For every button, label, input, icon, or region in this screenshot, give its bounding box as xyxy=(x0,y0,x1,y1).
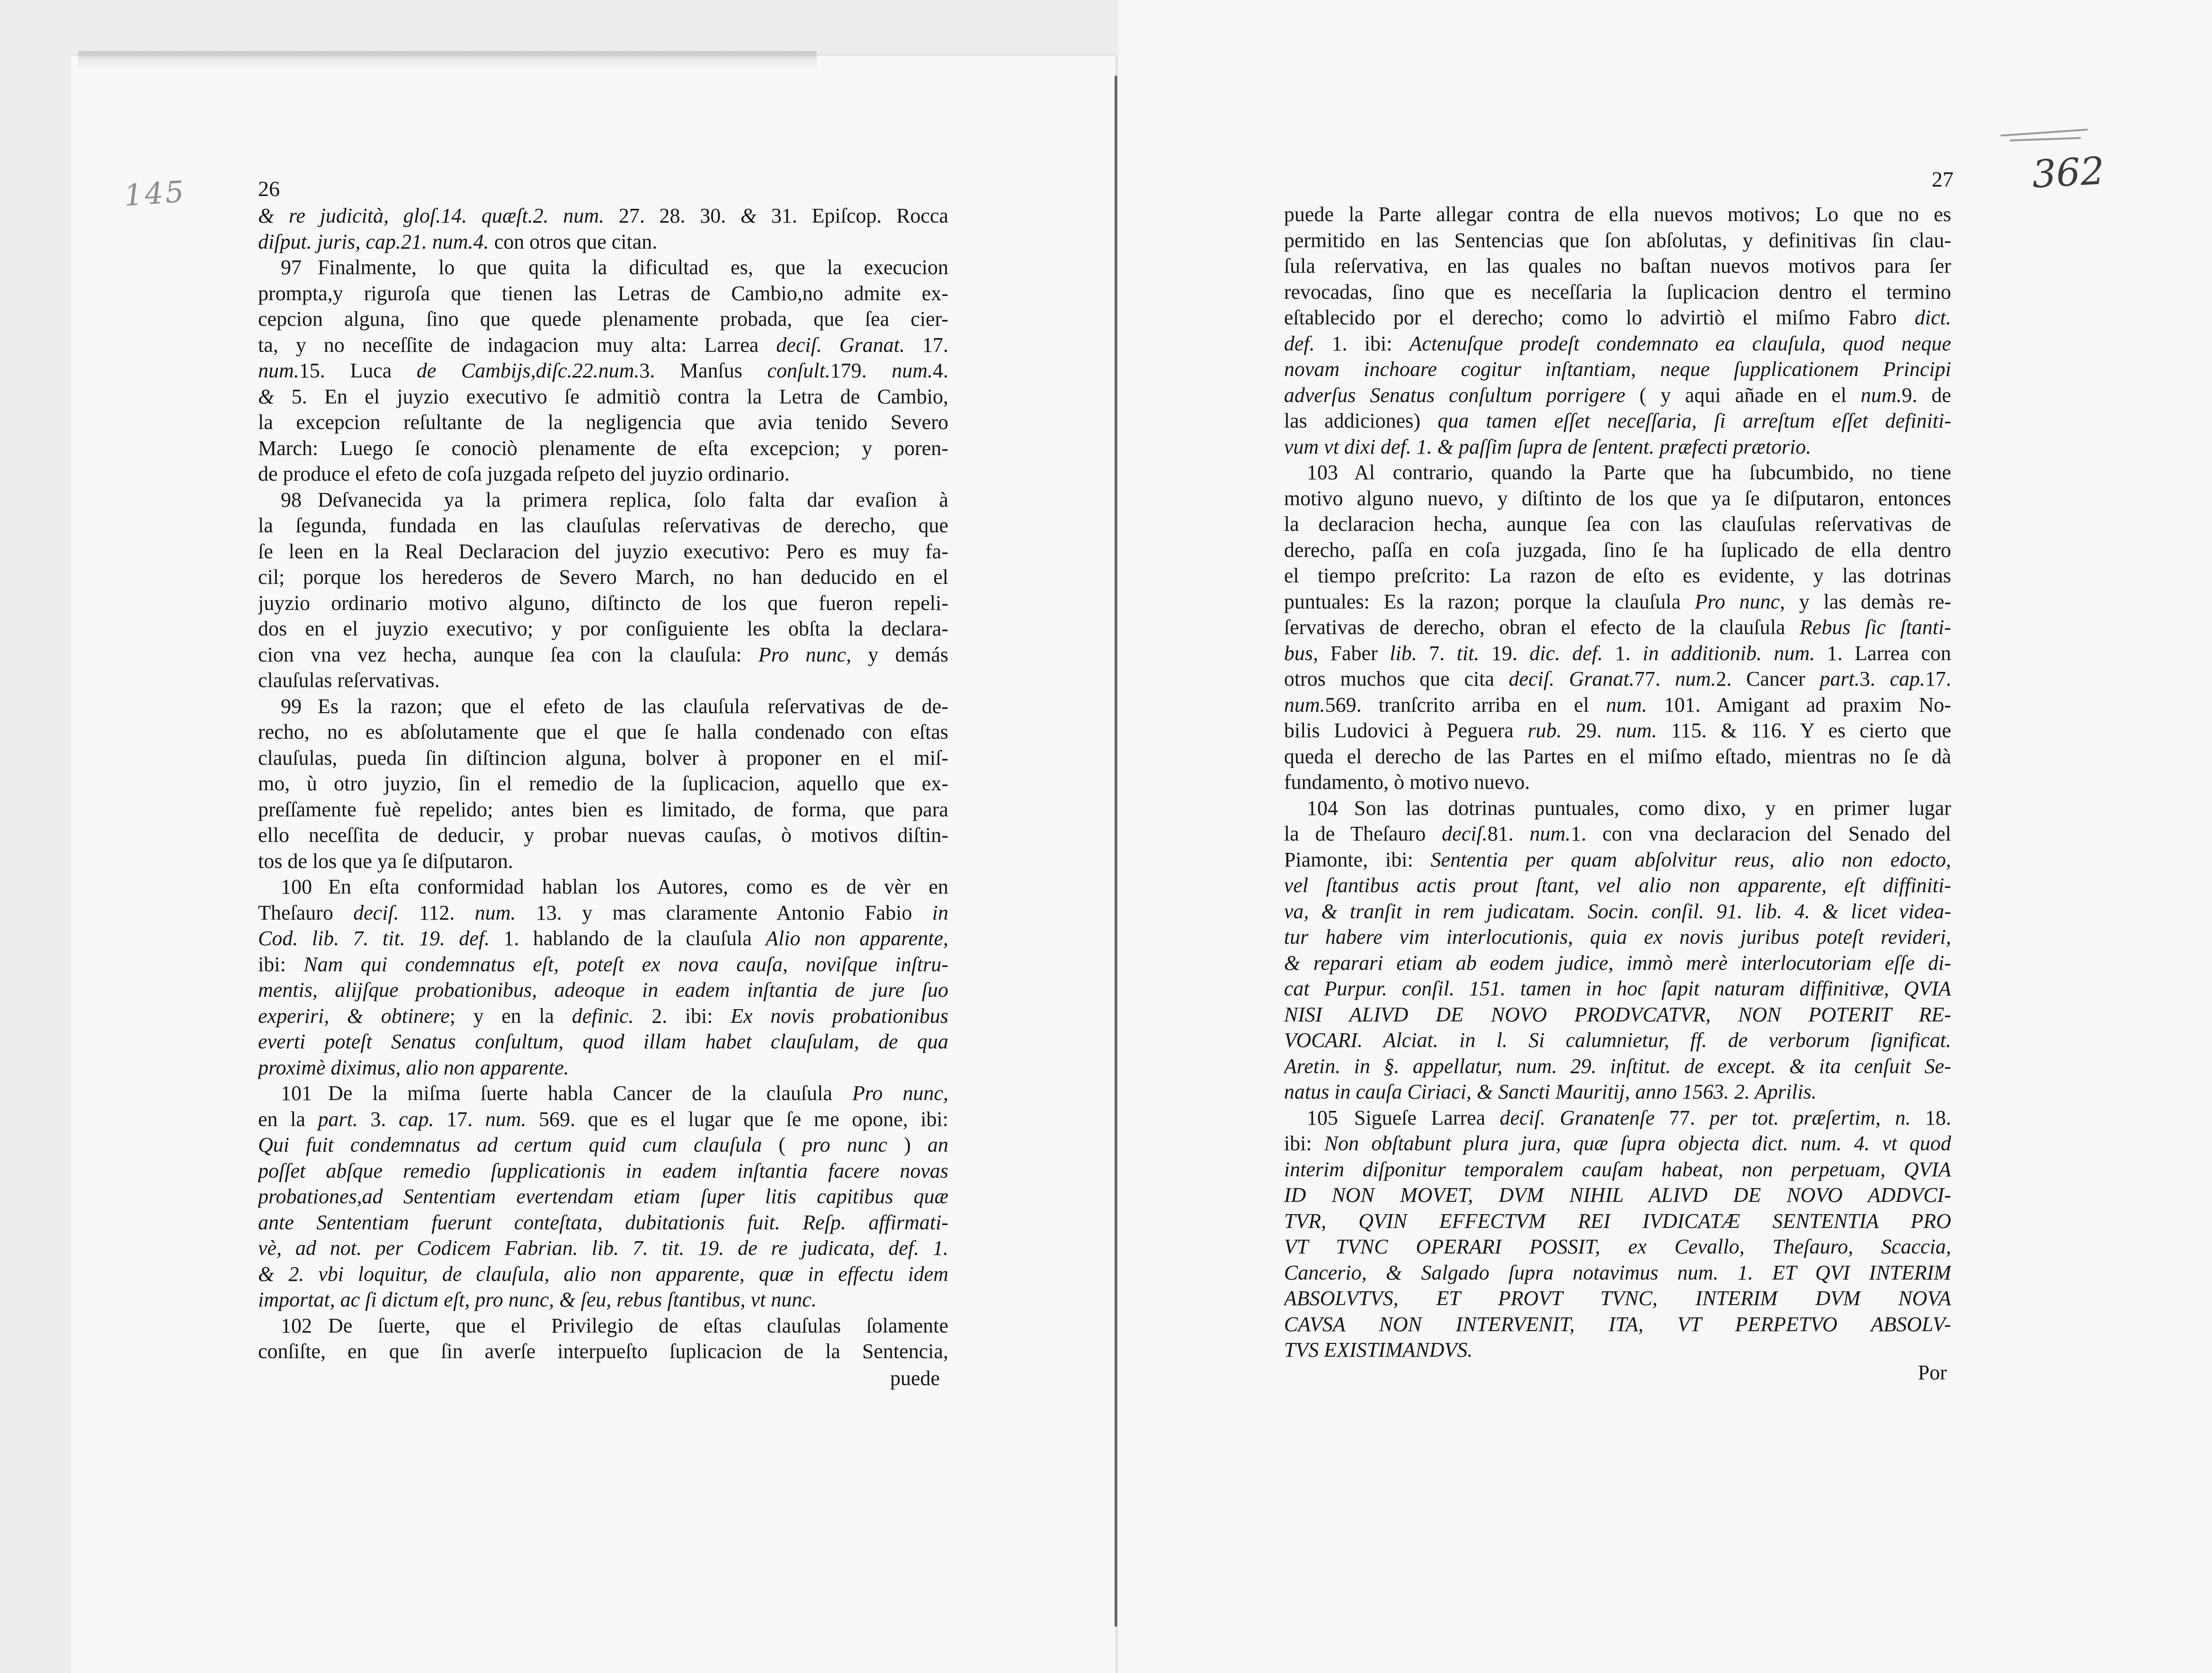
text-line xyxy=(258,668,948,694)
text-line xyxy=(1284,899,1951,925)
text-line xyxy=(1284,305,1951,331)
italic-text-run: num. xyxy=(485,1107,526,1131)
paragraph-first-line xyxy=(258,1313,948,1339)
italic-text-run: part. xyxy=(1820,667,1860,690)
italic-text-run: Ex novis probationibus xyxy=(731,1004,948,1028)
text-line xyxy=(1284,873,1951,899)
paragraph-number: 105 xyxy=(1307,1106,1338,1129)
text-line xyxy=(258,771,948,797)
text-line xyxy=(1284,202,1951,228)
text-run: 77. xyxy=(1634,667,1675,690)
text-run: De ſuerte, que el Privilegio de eſtas clauſulas ſolamente xyxy=(328,1314,948,1337)
italic-text-run: mentis, alijſque probationibus, adeoque in eadem inſtantia de jure ſuo xyxy=(258,978,948,1002)
text-run: de produce el efeto de coſa juzgada reſpeto del juyzio ordinario. xyxy=(258,462,790,485)
text-line xyxy=(1284,1208,1951,1235)
text-line xyxy=(258,384,948,410)
text-line xyxy=(1284,228,1951,254)
text-run: en la xyxy=(258,1107,318,1131)
italic-text-run: Rebus ſic ſtanti- xyxy=(1799,616,1951,639)
text-run: juyzio ordinario motivo alguno, diſtincto de los que fueron repeli- xyxy=(258,591,948,615)
text-run: 17. xyxy=(1925,667,1951,690)
text-run: ( y aqui añade en el xyxy=(1625,383,1861,407)
text-run: 27. 28. 30. xyxy=(604,204,740,227)
text-line xyxy=(1284,1286,1951,1312)
text-run: 81. xyxy=(1487,822,1530,845)
text-run: Deſvanecida ya la primera replica, ſolo falta dar evaſion à xyxy=(318,488,948,511)
text-line xyxy=(1284,434,1951,460)
paragraph-number: 97 xyxy=(281,256,302,279)
italic-text-run: ante Sententiam fuerunt conteſtata, dubitationis fuit. Reſp. affirmati- xyxy=(258,1210,948,1234)
text-run: , y las demàs re- xyxy=(1780,590,1951,613)
text-run: ) xyxy=(887,1133,928,1156)
left-page-text xyxy=(258,203,948,1365)
text-run: fundamento, ò motivo nuevo. xyxy=(1284,770,1530,794)
italic-text-run: vè, ad not. per Codicem Fabrian. lib. 7. tit. 19. de re judicata, def. 1. xyxy=(258,1236,948,1260)
text-line xyxy=(258,977,948,1003)
italic-text-run: in additionib. num. xyxy=(1642,641,1815,665)
text-run: ſervativas de derecho, obran el efecto de la clauſula xyxy=(1284,616,1800,639)
italic-text-run: qua tamen eſſet neceſſaria, ſi arreſtum eſſet definiti- xyxy=(1437,409,1951,432)
italic-text-run: Qui fuit condemnatus ad certum quid cum clauſula xyxy=(258,1133,762,1156)
text-line xyxy=(1284,847,1951,873)
text-line xyxy=(1284,692,1951,718)
text-line xyxy=(1284,666,1951,692)
paragraph-number: 98 xyxy=(281,488,302,511)
text-run: cil; porque los herederos de Severo March, no han deducido en el xyxy=(258,565,948,589)
italic-text-run: pro nunc xyxy=(802,1133,888,1156)
italic-text-run: Aretin. in §. appellatur, num. 29. inſtitut. de except. & ita cenſuit Se- xyxy=(1284,1054,1951,1078)
catchword-right: Por xyxy=(1918,1361,1947,1384)
paragraph-number: 102 xyxy=(281,1314,312,1337)
text-run: 9. de xyxy=(1901,383,1951,407)
page-number-left: 26 xyxy=(258,177,280,201)
paragraph-first-line xyxy=(258,1081,948,1107)
text-line xyxy=(1284,950,1951,976)
text-run: 17. xyxy=(904,333,948,357)
text-run: eſtablecido por el derecho; como lo advirtiò el miſmo Fabro xyxy=(1284,306,1915,329)
italic-text-run: def. xyxy=(1284,331,1315,355)
text-run: Faber xyxy=(1318,641,1390,665)
text-run: De la miſma ſuerte habla Cancer de la clauſula xyxy=(328,1082,852,1105)
text-run: clauſulas reſervativas. xyxy=(258,669,440,692)
paragraph-first-line xyxy=(1284,796,1951,822)
italic-text-run: cat Purpur. conſil. 151. tamen in hoc ſapit naturam diffinitivæ, QVIA xyxy=(1284,977,1951,1000)
text-line xyxy=(1284,615,1951,641)
text-line xyxy=(258,952,948,978)
text-run: 179. xyxy=(830,359,892,382)
paragraph-number: 100 xyxy=(281,875,312,898)
text-run: puede la Parte allegar contra de ella nuevos motivos; Lo que no es xyxy=(1284,203,1951,226)
text-line xyxy=(258,900,948,926)
italic-text-run: cap. xyxy=(1890,667,1926,690)
text-line xyxy=(258,1184,948,1210)
italic-text-run: ID NON MOVET, DVM NIHIL ALIVD DE NOVO ADDVCI- xyxy=(1284,1183,1951,1207)
text-run: otros muchos que cita xyxy=(1284,667,1509,690)
paragraph-number: 103 xyxy=(1307,461,1338,484)
text-run: mo, ù otro juyzio, ſin el remedio de la ſuplicacion, aquello que ex- xyxy=(258,772,948,795)
text-line xyxy=(1284,589,1951,615)
italic-text-run: num. xyxy=(474,901,516,924)
text-line xyxy=(1284,1131,1951,1157)
italic-text-run: & xyxy=(258,385,275,408)
text-line xyxy=(258,719,948,745)
italic-text-run: Nam qui condemnatus eſt, poteſt ex nova cauſa, noviſque inſtru- xyxy=(303,952,948,976)
text-line xyxy=(1284,253,1951,279)
italic-text-run: deciſ. Granat. xyxy=(776,333,905,357)
italic-text-run: num. xyxy=(1529,822,1571,845)
text-line xyxy=(258,203,948,229)
text-line xyxy=(1284,1079,1951,1105)
italic-text-run: poſſet abſque remedio ſupplicationis in eadem inſtantia facere novas xyxy=(258,1159,948,1182)
text-run: preſſamente fuè repelido; antes bien es limitado, de forma, que para xyxy=(258,797,948,821)
text-line xyxy=(258,410,948,436)
italic-text-run: ABSOLVTVS, ET PROVT TVNC, INTERIM DVM NOVA xyxy=(1284,1287,1951,1310)
text-line xyxy=(258,1055,948,1081)
text-run: 77. xyxy=(1654,1106,1710,1129)
text-run: March: Luego ſe conociò plenamente de eſta excepcion; y poren- xyxy=(258,436,948,460)
text-line xyxy=(1284,641,1951,667)
text-run: con otros que citan. xyxy=(489,230,658,253)
text-line xyxy=(258,513,948,539)
text-line xyxy=(258,849,948,875)
text-line xyxy=(1284,1028,1951,1054)
italic-text-run: tur habere vim interlocutionis, quia ex novis juribus poteſt revideri, xyxy=(1284,925,1951,948)
italic-text-run: vum vt dixi def. 1. & paſſim ſupra de ſentent. præfecti prætorio. xyxy=(1284,435,1811,458)
text-line xyxy=(258,797,948,823)
italic-text-run: Sententia per quam abſolvitur reus, alio non edocto, xyxy=(1430,848,1951,871)
text-run: 569. que es el lugar que ſe me opone, ibi: xyxy=(526,1107,948,1131)
italic-text-run: VT TVNC OPERARI POSSIT, ex Cevallo, Theſauro, Scaccia, xyxy=(1284,1235,1951,1258)
text-line xyxy=(258,1029,948,1055)
text-run: el tiempo preſcrito: La razon de eſto es evidente, y las dotrinas xyxy=(1284,564,1951,587)
text-line xyxy=(258,539,948,565)
text-run: conſiſte, en que ſin averſe interpueſto ſuplicacion de la Sentencia, xyxy=(258,1340,948,1363)
text-line xyxy=(258,1107,948,1133)
text-run: ſula reſervativa, en las quales no baſtan nuevos motivos para ſer xyxy=(1284,254,1951,277)
text-run: revocadas, ſino que es neceſſaria la ſuplicacion dentro el termino xyxy=(1284,280,1951,304)
italic-text-run: adverſus Senatus conſultum porrigere xyxy=(1284,383,1625,407)
italic-text-run: probationes,ad Sententiam evertendam etiam ſuper litis capitibus quæ xyxy=(258,1185,948,1208)
text-line xyxy=(1284,1157,1951,1183)
text-line xyxy=(1284,769,1951,796)
text-run: 5. En el juyzio executivo ſe admitiò contra la Letra de Cambio, xyxy=(274,385,948,408)
text-line xyxy=(258,745,948,771)
italic-text-run: num. xyxy=(1615,719,1657,742)
text-line xyxy=(258,281,948,307)
text-line xyxy=(1284,1182,1951,1208)
text-line xyxy=(1284,1312,1951,1338)
text-line xyxy=(258,564,948,590)
italic-text-run: tit. xyxy=(1456,641,1480,665)
italic-text-run: num. xyxy=(1284,693,1325,716)
text-line xyxy=(1284,486,1951,512)
text-run: 7. xyxy=(1417,641,1457,665)
text-run: Son las dotrinas puntuales, como dixo, y en primer lugar xyxy=(1354,796,1951,820)
text-run: 3. xyxy=(1859,667,1890,690)
text-run: recho, no es abſolutamente que el que ſe halla condenado con eſtas xyxy=(258,720,948,743)
text-line xyxy=(258,229,948,255)
text-line xyxy=(1284,1002,1951,1028)
italic-text-run: num. xyxy=(1606,693,1647,716)
italic-text-run: rub. xyxy=(1527,719,1562,742)
italic-text-run: conſult. xyxy=(767,359,830,382)
paragraph-number: 104 xyxy=(1307,796,1338,820)
paragraph-first-line xyxy=(1284,1105,1951,1131)
italic-text-run: per tot. præſertim, n. xyxy=(1709,1106,1911,1129)
text-line xyxy=(1284,383,1951,409)
italic-text-run: deciſ. Granat. xyxy=(1508,667,1634,690)
text-line xyxy=(258,332,948,358)
paragraph-number: 99 xyxy=(281,694,302,718)
italic-text-run: deciſ. xyxy=(353,901,399,924)
text-run: 15. Luca xyxy=(299,359,417,382)
italic-text-run: Actenuſque prodeſt condemnato ea clauſula, quod neque xyxy=(1409,331,1951,355)
text-run: la excepcion reſultante de la negligencia que avia tenido Severo xyxy=(258,411,948,434)
text-run: 17. xyxy=(434,1107,485,1131)
text-run: cion vna vez hecha, aunque ſea con la clauſula: xyxy=(258,643,758,666)
text-run: 3. xyxy=(357,1107,399,1131)
text-line xyxy=(1284,1234,1951,1260)
right-page-text xyxy=(1284,202,1951,1363)
italic-text-run: bus, xyxy=(1284,641,1319,665)
text-run: ibi: xyxy=(258,952,304,976)
italic-text-run: proximè diximus, alio non apparente. xyxy=(258,1056,569,1079)
text-run: 2. Cancer xyxy=(1716,667,1820,690)
text-run: la declaracion hecha, aunque ſea con las clauſulas reſervativas de xyxy=(1284,512,1951,536)
text-run: 1. con vna declaracion del Senado del xyxy=(1570,822,1951,845)
italic-text-run: dict. xyxy=(1915,306,1951,329)
text-line xyxy=(258,590,948,617)
paragraph-first-line xyxy=(258,255,948,281)
text-run: Sigueſe Larrea xyxy=(1354,1106,1500,1129)
italic-text-run: num. xyxy=(1675,667,1716,690)
text-line xyxy=(1284,1054,1951,1080)
text-line xyxy=(1284,537,1951,564)
text-run: 1. Larrea con xyxy=(1815,641,1951,665)
text-line xyxy=(1284,279,1951,305)
text-line xyxy=(258,1287,948,1313)
italic-text-run: novam inchoare cogitur inſtantiam, neque ſupplicationem Principi xyxy=(1284,358,1951,381)
text-line xyxy=(258,461,948,487)
italic-text-run: Cancerio, & Salgado ſupra notavimus num. 1. ET QVI INTERIM xyxy=(1284,1261,1951,1284)
text-run: ibi: xyxy=(1284,1132,1324,1155)
text-line xyxy=(258,1261,948,1288)
text-line xyxy=(1284,924,1951,950)
paragraph-first-line xyxy=(1284,460,1951,486)
text-run: 31. Epiſcop. Rocca xyxy=(757,204,948,227)
text-line xyxy=(258,926,948,952)
paragraph-number: 101 xyxy=(281,1082,312,1105)
struck-out-folio-mark xyxy=(2000,128,2088,144)
catchword-left: puede xyxy=(890,1367,940,1390)
text-line xyxy=(1284,976,1951,1002)
italic-text-run: Alio non apparente, xyxy=(766,927,948,950)
text-line xyxy=(258,436,948,462)
italic-text-run: CAVSA NON INTERVENIT, ITA, VT PERPETVO ABSOLV- xyxy=(1284,1312,1951,1336)
handwritten-folio-mark-left: 145 xyxy=(123,174,187,213)
page-number-right: 27 xyxy=(1932,167,1953,191)
text-line xyxy=(1284,744,1951,770)
text-run: ſe leen en la Real Declaracion del juyzio executivo: Pero es muy fa- xyxy=(258,539,948,563)
italic-text-run: interim diſponitur temporalem cauſam habeat, non perpetuam, QVIA xyxy=(1284,1157,1951,1181)
text-run: 1. xyxy=(1603,641,1643,665)
text-run: 4. xyxy=(933,359,948,382)
text-line xyxy=(258,1132,948,1158)
italic-text-run: Pro nunc xyxy=(1695,590,1780,613)
text-line xyxy=(1284,1260,1951,1286)
text-line xyxy=(1284,563,1951,589)
italic-text-run: dic. def. xyxy=(1529,641,1603,665)
italic-text-run: part. xyxy=(318,1107,358,1131)
text-run: 569. tranſcrito arriba en el xyxy=(1325,693,1606,716)
text-run: Finalmente, lo que quita la dificultad es, que la execucion xyxy=(318,256,948,279)
paragraph-first-line xyxy=(258,874,948,900)
text-run: ( xyxy=(762,1133,803,1156)
text-line xyxy=(258,1339,948,1365)
text-run: dos en el juyzio executivo; y por conſiguiente les obſta la declara- xyxy=(258,617,948,640)
text-run: Es la razon; que el efeto de las clauſula reſervativas de de- xyxy=(318,694,948,718)
italic-text-run: in xyxy=(932,901,948,924)
text-run: ello neceſſita de deducir, y probar nuevas cauſas, ò motivos diſtin- xyxy=(258,823,948,847)
italic-text-run: TVR, QVIN EFFECTVM REI IVDICATÆ SENTENTIA PRO xyxy=(1284,1209,1951,1233)
text-run: derecho, paſſa en coſa juzgada, ſino ſe ha ſuplicado de ella dentro xyxy=(1284,538,1951,562)
text-run: 1. hablando de la clauſula xyxy=(490,927,766,950)
text-line xyxy=(258,1210,948,1236)
text-run: 18. xyxy=(1910,1106,1951,1129)
text-run: ; y en la xyxy=(449,1004,572,1028)
italic-text-run: va, & tranſit in rem judicatam. Socin. conſil. 91. lib. 4. & licet videa- xyxy=(1284,899,1951,923)
italic-text-run: TVS EXISTIMANDVS. xyxy=(1284,1338,1473,1361)
text-run: puntuales: Es la razon; porque la clauſula xyxy=(1284,590,1695,613)
italic-text-run: Cod. lib. 7. tit. 19. def. xyxy=(258,927,490,950)
text-run: cepcion alguna, ſino que quede plenamente probada, que ſea cier- xyxy=(258,307,948,331)
text-line xyxy=(1284,331,1951,357)
text-run: motivo alguno nuevo, y diſtinto de los que ya ſe diſputaron, entonces xyxy=(1284,486,1951,510)
text-run: bilis Ludovici à Peguera xyxy=(1284,719,1528,742)
italic-text-run: num. xyxy=(892,359,933,382)
text-run: y demás xyxy=(851,643,948,666)
italic-text-run: Pro nunc, xyxy=(758,643,851,666)
text-line xyxy=(258,1003,948,1029)
text-line xyxy=(258,1235,948,1261)
text-run: 1. ibi: xyxy=(1314,331,1409,355)
text-run: tos de los que ya ſe diſputaron. xyxy=(258,849,513,873)
italic-text-run: & xyxy=(740,204,757,227)
text-run: 101. Amigant ad praxim No- xyxy=(1647,693,1951,716)
text-run: ta, y no neceſſite de indagacion muy alta: Larrea xyxy=(258,333,776,357)
text-run: clauſulas, pueda ſin diſtincion alguna, bolver à proponer en el miſ- xyxy=(258,746,948,769)
text-run: 13. y mas claramente Antonio Fabio xyxy=(516,901,932,924)
italic-text-run: num. xyxy=(258,359,299,382)
italic-text-run: an xyxy=(928,1133,948,1156)
italic-text-run: vel ſtantibus actis prout ſtant, vel alio non apparente, eſt diffiniti- xyxy=(1284,874,1951,897)
text-run: la de Theſauro xyxy=(1284,822,1442,845)
text-line xyxy=(1284,511,1951,537)
text-run: queda el derecho de las Partes en el miſmo eſtado, mientras no ſe dà xyxy=(1284,744,1951,768)
text-line xyxy=(1284,1337,1951,1363)
italic-text-run: everti poteſt Senatus conſultum, quod illam habet clauſulam, de qua xyxy=(258,1030,948,1053)
italic-text-run: Non obſtabunt plura jura, quæ ſupra objecta dict. num. 4. vt quod xyxy=(1324,1132,1951,1155)
italic-text-run: natus in cauſa Ciriaci, & Sancti Mauritij, anno 1563. 2. Aprilis. xyxy=(1284,1080,1817,1103)
text-run: la ſegunda, fundada en las clauſulas reſervativas de derecho, que xyxy=(258,514,948,537)
gutter-fold-line xyxy=(1115,76,1117,1627)
italic-text-run: definic. xyxy=(571,1004,634,1028)
text-run: prompta,y riguroſa que tienen las Letras de Cambio,no admite ex- xyxy=(258,281,948,305)
text-line xyxy=(258,306,948,332)
text-line xyxy=(1284,357,1951,383)
text-line xyxy=(1284,718,1951,744)
italic-text-run: experiri, & obtinere xyxy=(258,1004,450,1028)
text-run: 112. xyxy=(399,901,475,924)
italic-text-run: lib. xyxy=(1390,641,1417,665)
italic-text-run: de Cambijs,diſc.22.num. xyxy=(416,359,640,382)
paragraph-first-line xyxy=(258,487,948,513)
italic-text-run: diſput. juris, cap.21. num.4. xyxy=(258,230,489,253)
text-run: En eſta conformidad hablan los Autores, como es de vèr en xyxy=(328,875,948,898)
text-run: Piamonte, ibi: xyxy=(1284,848,1431,871)
text-run: 19. xyxy=(1479,641,1530,665)
text-run: 29. xyxy=(1561,719,1616,742)
text-run: 115. & 116. Y es cierto que xyxy=(1657,719,1951,742)
page-top-edge-shadow xyxy=(78,51,817,73)
text-run: las addiciones) xyxy=(1284,409,1438,432)
italic-text-run: deciſ. Granatenſe xyxy=(1499,1106,1655,1129)
italic-text-run: Pro nunc, xyxy=(852,1082,948,1105)
text-run: 2. ibi: xyxy=(633,1004,731,1028)
italic-text-run: NISI ALIVD DE NOVO PRODVCATVR, NON POTERIT RE- xyxy=(1284,1002,1951,1026)
text-line xyxy=(258,1158,948,1184)
text-line xyxy=(258,358,948,384)
text-line xyxy=(1284,821,1951,847)
italic-text-run: cap. xyxy=(399,1107,434,1131)
text-run: Al contrario, quando la Parte que ha ſubcumbido, no tiene xyxy=(1354,461,1951,484)
italic-text-run: & reparari etiam ab eodem judice, immò merè interlocutoriam eſſe di- xyxy=(1284,951,1951,975)
text-run: permitido en las Sentencias que ſon abſolutas, y definitivas ſin clau- xyxy=(1284,228,1951,252)
italic-text-run: deciſ. xyxy=(1442,822,1488,845)
text-run: Theſauro xyxy=(258,901,354,924)
handwritten-folio-mark-right: 362 xyxy=(2031,149,2106,197)
text-line xyxy=(258,823,948,849)
text-run: 3. Manſus xyxy=(639,359,767,382)
italic-text-run: importat, ac ſi dictum eſt, pro nunc, & ſeu, rebus ſtantibus, vt nunc. xyxy=(258,1288,817,1311)
italic-text-run: & 2. vbi loquitur, de clauſula, alio non apparente, quæ in effectu idem xyxy=(258,1262,948,1286)
text-line xyxy=(258,616,948,642)
italic-text-run: VOCARI. Alciat. in l. Si calumnietur, ff. de verborum ſignificat. xyxy=(1284,1029,1951,1052)
text-line xyxy=(1284,408,1951,434)
text-line xyxy=(258,642,948,668)
italic-text-run: & re judicità, gloſ.14. quæſt.2. num. xyxy=(258,204,605,227)
paragraph-first-line xyxy=(258,694,948,720)
italic-text-run: num. xyxy=(1860,383,1902,407)
